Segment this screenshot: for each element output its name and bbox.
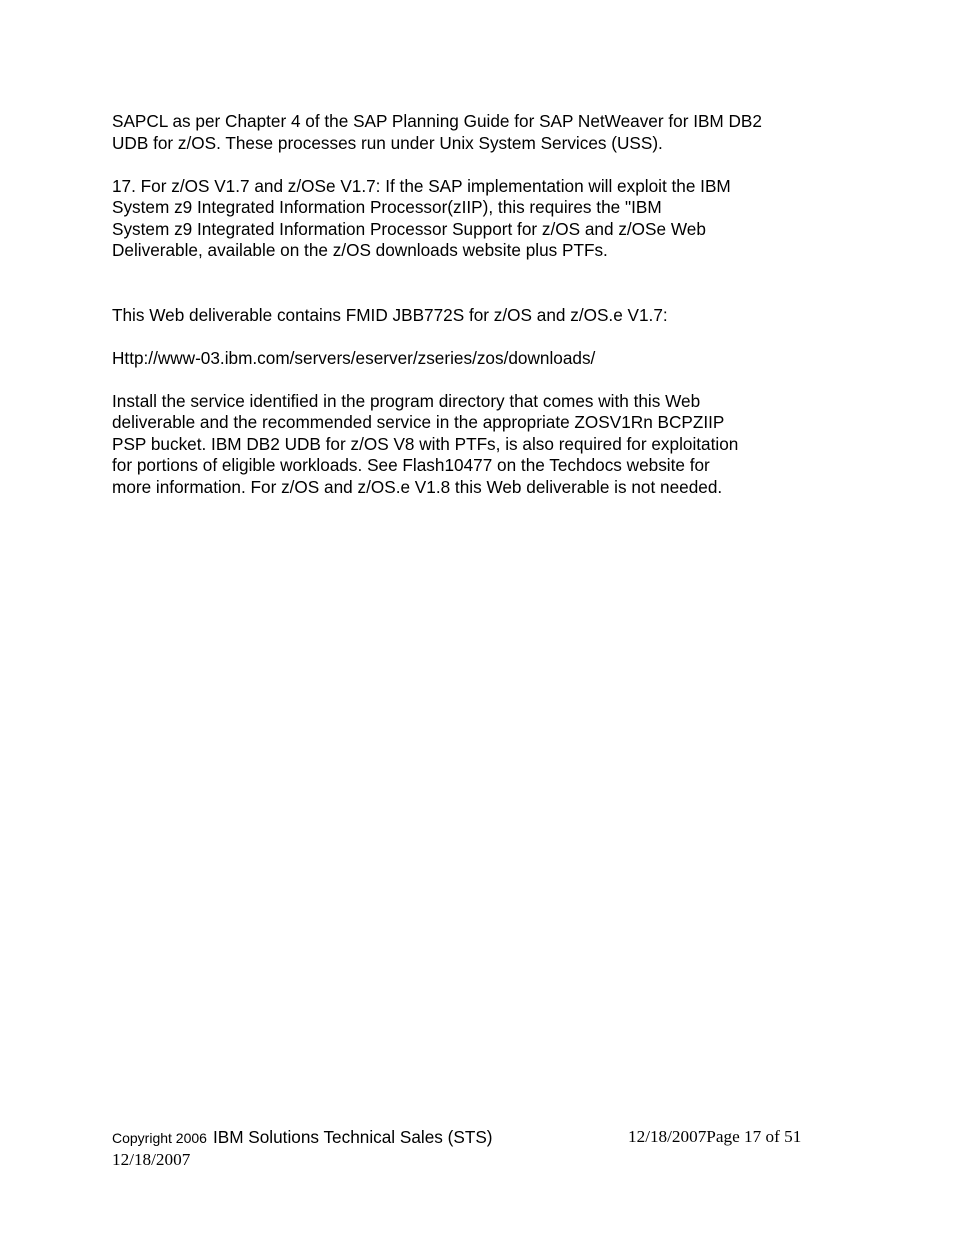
text-line: Deliverable, available on the z/OS downloads website plus PTFs. [112,240,608,260]
paragraph-web-deliverable [112,305,842,327]
text-line: System z9 Integrated Information Processor(zIIP), this requires the "IBM [112,197,662,217]
text-line: Install the service identified in the program directory that comes with this Web [112,390,701,411]
text-line: for portions of eligible workloads. See Flash10477 on the Techdocs website for [112,455,710,475]
footer-page-info: 12/18/2007Page 17 of 51 [628,1127,802,1146]
download-url-text: Http://www-03.ibm.com/servers/eserver/zseries/zos/downloads/ [112,347,596,368]
paragraph-item-17 [112,176,842,262]
footer-date: 12/18/2007 [112,1150,191,1169]
text-line: SAPCL as per Chapter 4 of the SAP Planning Guide for SAP NetWeaver for IBM DB2 [112,111,762,131]
footer-company: IBM Solutions Technical Sales (STS) [212,1127,493,1147]
text-line: more information. For z/OS and z/OS.e V1.8 this Web deliverable is not needed. [112,476,723,497]
text-line: This Web deliverable contains FMID JBB772S for z/OS and z/OS.e V1.7: [112,304,668,325]
document-body [112,111,842,498]
text-line: 17. For z/OS V1.7 and z/OSe V1.7: If the SAP implementation will exploit the IBM [112,175,731,196]
paragraph-install-service [112,391,842,499]
text-line: deliverable and the recommended service in the appropriate ZOSV1Rn BCPZIIP [112,412,725,432]
text-line: PSP bucket. IBM DB2 UDB for z/OS V8 with PTFs, is also required for exploitation [112,433,739,454]
text-line: UDB for z/OS. These processes run under Unix System Services (USS). [112,132,663,153]
footer-left [112,1127,493,1148]
footer-copyright: Copyright 2006 [112,1130,207,1146]
text-line: System z9 Integrated Information Processor Support for z/OS and z/OSe Web [112,218,706,239]
paragraph-sapcl [112,111,842,154]
paragraph-download-url [112,348,842,370]
